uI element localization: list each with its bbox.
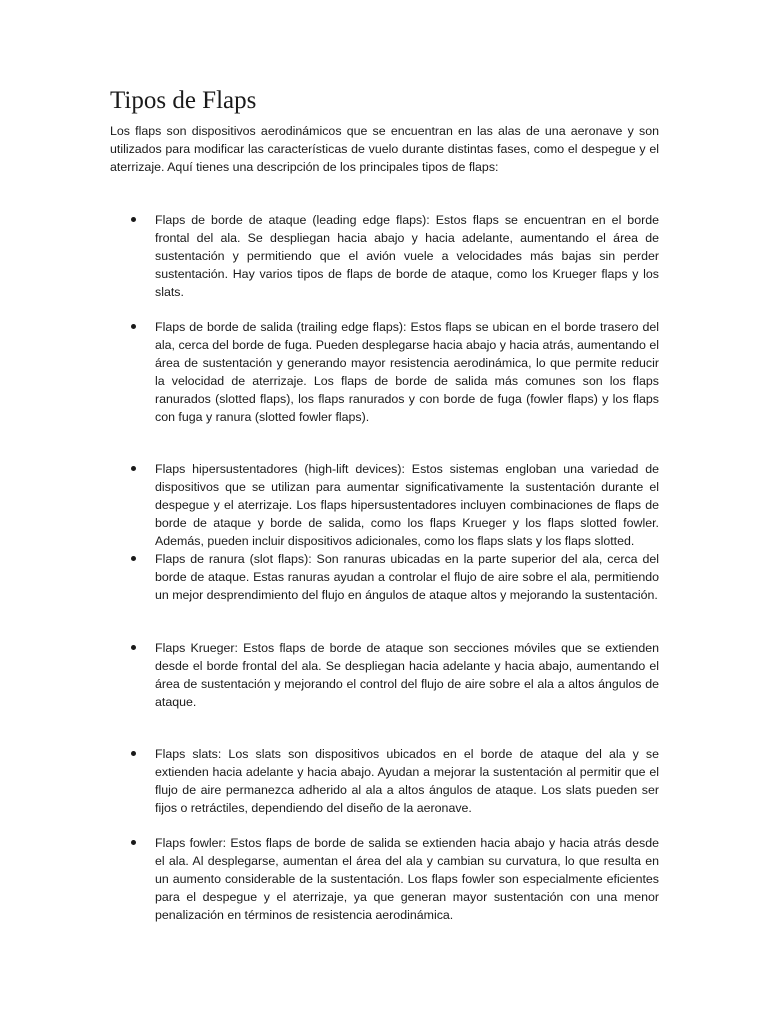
bullet-icon <box>131 466 136 471</box>
bullet-icon <box>131 324 136 329</box>
list-item-text: Flaps de ranura (slot flaps): Son ranuras ubicadas en la parte superior del ala, cerca del borde de ataque. Estas ranuras ayudan a controlar el flujo de aire sobre el ala, permitiendo un mejor desprendimiento del flujo en ángulos de ataque altos y mejorando la sustentación. <box>155 552 659 602</box>
intro-paragraph: Los flaps son dispositivos aerodinámicos que se encuentran en las alas de una aeronave y son utilizados para modificar las características de vuelo durante distintas fases, como el despegue y el aterrizaje. Aquí tienes una descripción de los principales tipos de flaps: <box>110 124 659 174</box>
bullet-icon <box>131 556 136 561</box>
bullet-icon <box>131 751 136 756</box>
list-item-text: Flaps Krueger: Estos flaps de borde de ataque son secciones móviles que se extienden desde el borde frontal del ala. Se despliegan hacia adelante y hacia abajo, aumentando el área de sustentación y mejorando el control del flujo de aire sobre el ala a altos ángulos de ataque. <box>155 641 659 709</box>
bullet-icon <box>131 840 136 845</box>
bullet-icon <box>131 645 136 650</box>
list-item-text: Flaps fowler: Estos flaps de borde de salida se extienden hacia abajo y hacia atrás desde el ala. Al desplegarse, aumentan el área del ala y cambian su curvatura, lo que resulta en un aumento considerable de la sustentación. Los flaps fowler son especialmente eficientes para el despegue y el aterrizaje, ya que generan mayor sustentación con una menor penalización en términos de resistencia aerodinámica. <box>155 836 659 922</box>
list-item-text: Flaps de borde de salida (trailing edge flaps): Estos flaps se ubican en el borde trasero del ala, cerca del borde de fuga. Pueden desplegarse hacia abajo y hacia atrás, aumentando el área de sustentación y generando mayor resistencia aerodinámica, lo que permite reducir la velocidad de aterrizaje. Los flaps de borde de salida más comunes son los flaps ranurados (slotted flaps), los flaps ranurados y con borde de fuga (fowler flaps) y los flaps con fuga y ranura (slotted fowler flaps). <box>155 320 659 424</box>
list-item-text: Flaps slats: Los slats son dispositivos ubicados en el borde de ataque del ala y se extienden hacia adelante y hacia abajo. Ayudan a mejorar la sustentación al permitir que el flujo de aire permanezca adherido al ala a altos ángulos de ataque. Los slats pueden ser fijos o retráctiles, dependiendo del diseño de la aeronave. <box>155 747 659 815</box>
list-item <box>155 460 659 550</box>
document-title: Tipos de Flaps <box>110 87 257 114</box>
list-item <box>155 639 659 711</box>
list-item <box>155 318 659 426</box>
list-item <box>155 550 659 604</box>
list-item <box>155 834 659 924</box>
list-item <box>155 745 659 817</box>
bullet-icon <box>131 217 136 222</box>
list-item-text: Flaps de borde de ataque (leading edge flaps): Estos flaps se encuentran en el borde frontal del ala. Se despliegan hacia abajo y hacia adelante, aumentando el área de sustentación y permitiendo que el avión vuele a velocidades más bajas sin perder sustentación. Hay varios tipos de flaps de borde de ataque, como los Krueger flaps y los slats. <box>155 213 659 299</box>
list-item-text: Flaps hipersustentadores (high-lift devices): Estos sistemas engloban una variedad de dispositivos que se utilizan para aumentar significativamente la sustentación durante el despegue y el aterrizaje. Los flaps hipersustentadores incluyen combinaciones de flaps de borde de ataque y borde de salida, como los flaps Krueger y los flaps slotted fowler. Además, pueden incluir dispositivos adicionales, como los flaps slats y los flaps slotted. <box>155 462 659 548</box>
list-item <box>155 211 659 301</box>
